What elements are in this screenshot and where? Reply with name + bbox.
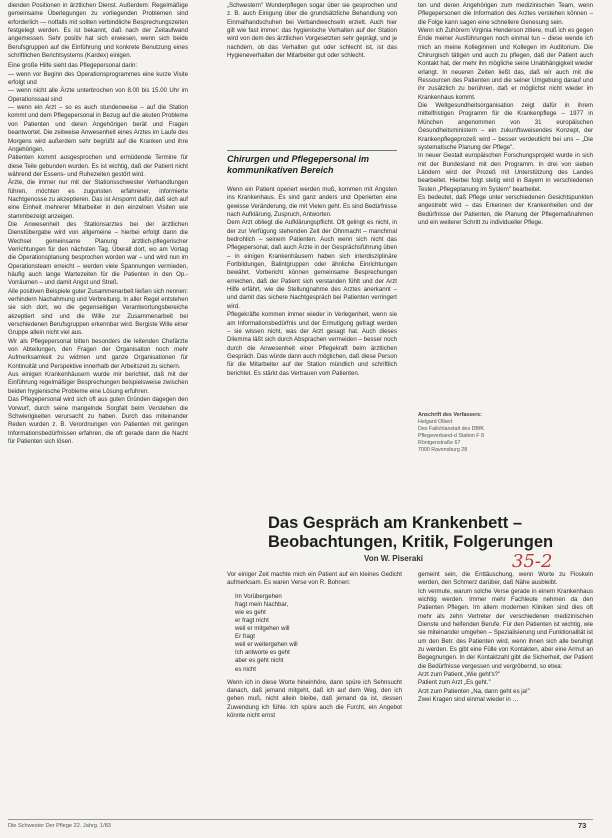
paragraph: gemeint sein, die Enttäuschung, wenn Worte zu Floskeln werden, den Schmerz darüber, daß Nähe ausbleibt. [418, 571, 593, 587]
paragraph: Wir als Pflegepersonal bitten besonders die leitenden Chefärzte von Abteilungen, den Fragen der Organisation noch mehr Aufmerksamkeit zu widmen und ganze Organisationen für Kontinuität und Perspektive innerhalb der Arbeitszeit zu sichern. [8, 337, 188, 370]
column-3 [418, 2, 593, 452]
paragraph: Pflegekräfte kommen immer wieder in Verlegenheit, wenn sie am Informationsbedürfnis und der Ermutigung gefragt werden – sie wissen nicht, was der Arzt gesagt hat. Auch dieses Dilemma läßt sich durch Absprachen vermeiden – besser noch durch die Anwesenheit einer Pflegekraft beim ärztlichen Gespräch. Das würde dann auch möglichen, daß diese Person für die Mitarbeiter auf der Station mündlich und schriftlich berichtet. Es stärkt das Vertrauen vom Patienten. [227, 311, 397, 377]
paragraph: Patienten kommt ausgesprochen und ermüdende Termine für diese Teile gebunden wurden. Es ist wichtig, daß der Patient nicht während der Essens- und Ruhezeiten gestört wird. [8, 154, 188, 178]
address-line: 7000 Ravensburg 28 [418, 447, 468, 453]
paragraph: Es bedeutet, daß Pflege unter verschiedenen Gesichtspunkten angestrebt wird – das Erkennen der Krankenheiten und der Bedürfnisse der Patienten, die Planung der Pflegemaßnahmen und ein weiterer Schritt zu individueller Pflege. [418, 193, 593, 226]
paragraph: Wenn ich in diese Worte hineinhöre, dann spüre ich Sehnsucht danach, daß jemand mitgeht, daß ich auf dem Weg, den ich gehen muß, nicht allein bleibe, daß jemand da ist, dessen Zuwendung ich fühle. Ich spüre auch die Furcht, ein Angebot könnte nicht ernst [227, 678, 402, 719]
paragraph: Das Pflegepersonal wird sich oft aus guten Gründen dagegen den Vorwurf, durch seine mangelnde Sorgfalt beim Verstehen die Schwierigkeiten verursacht zu haben. Durch das miteinander Reden wurden z. B. Verordnungen von Patienten mit geringen Informationsbedürfnissen erfahren, die oft gerade dann die Nacht für Patienten sich lösen. [8, 396, 188, 445]
title-line: Beobachtungen, Kritik, Folgerungen [268, 533, 554, 551]
paragraph: Eine große Hilfe sieht das Pflegepersonal darin: [8, 62, 138, 70]
paragraph: Dem Arzt obliegt die Aufklärungspflicht. Oft gelingt es nicht, in der zur Verfügung stehenden Zeit der Ohnmacht – manchmal bedrohlich – seinem Patienten. Auch wenn sich nicht das Pflegepersonal, daß auch Ärzte in der Gesprächsführung üben – in einigen Krankenhäusern haben sich interdisziplinäre Fortbildungen, Balintgruppen oder ähnliche Einrichtungen bewährt. Vorbericht können gemeinsame Besprechungen erreichen, daß der Patient sich verstanden fühlt und der Arzt Hilfe erfährt, wie die Stellungnahme des Arztes anerkannt – und damit das sichere Nachtgespräch bei Patienten verringert wird. [227, 219, 397, 310]
poem-line: wie es geht [235, 608, 266, 616]
handwritten-annotation: 35-2 [512, 551, 553, 572]
byline: Von W. Piseraki [364, 554, 423, 563]
poem-line: fragt mein Nachbar, [235, 600, 289, 608]
paragraph: Vor einiger Zeit machte mich ein Patient auf ein kleines Gedicht aufmerksam. Es waren Verse von R. Bohnen: [227, 571, 402, 587]
address-heading: Anschrift des Verfassers: [418, 412, 482, 418]
paragraph: Wenn ich Zuhörern Virginia Henderson zitiere, muß ich es gegen Ende meiner Ausführungen noch einmal tun – diese wende ich mich an meine Kolleginnen und Kollegen im Auditorium. Die Chirurgisch tätigen und auch zu pflegen, daß der Patient auch Kontakt hat, der mehr ihn mögliche seine Unabhängigkeit wieder erlangt. In neueren Zeiten ließt das, daß wir auch mit die Ressourcen des Patienten und die seiner Umgebung darauf und ihr zusätzlich zu berühren, daß er möglichst nicht wieder im Krankenhaus kommt. [418, 27, 593, 101]
author-address [418, 412, 568, 454]
address-line: Helgard Olbert [418, 419, 453, 425]
paragraph: Ärzte, die immer nur mit der Stationsschwester Verhandlungen führen, möchten es zugunsten erfahrener, informierte Nachtgenosse zu akzeptieren. Das ist Anspornt dafür, daß sich auf eine Einheit mehrerer Mitarbeiter in den einzelnen Visiten wie stammbezeigt anzeigen. [8, 179, 188, 220]
dialogue-line: Arzt zum Patienten „Na, dann geht es ja!" [418, 687, 530, 695]
column-4 [227, 571, 402, 821]
poem-line: weil er weitergehen will [235, 641, 298, 649]
dialogue-line: Arzt zum Patient „Wie geht's?" [418, 671, 501, 679]
poem-line: es nicht [235, 665, 257, 673]
paragraph: Wenn ein Patient operiert werden muß, kommen mit Ängsten ins Krankenhaus. Es sind ganz anders und Operierten eine gewisse Veränderung, die mit Vielen geht. Es sind Bedürfnisse nach Aufklärung, Zuspruch, Antworten. [227, 186, 397, 219]
poem-line: Im Vorübergehen [235, 592, 282, 600]
footer-rule [8, 819, 593, 820]
paragraph: Die Anwesenheit des Stationsarztes bei der ärztlichen Dienstübergabe wird von allgemeine – hierbei erfolgt dann die Wechsel gemeinsame Planung ärztlich-pflegerischer Verrichtungen für den nächsten Tag. Überall dort, wo am Vortag die Operationsplanung besprochen worden war – und wird nun im Operationsteam erreicht – werden viele Spannungen vermieden, häufig auch lange Wartezeiten für die Patienten in den Op.-Vorräumen – und damit Angst und Streß. [8, 220, 188, 287]
list-item: — wenn nicht alle Ärzte unterbrochen von 8.00 bis 15.00 Uhr im Operationssaal sind [8, 87, 188, 103]
paragraph: Alle positiven Beispiele guter Zusammenarbeit ließen sich nennen: verhindern Nachahmung und Verbreitung. In aller Regel entstehen sie sich dort, wo die gegenseitigen Verantwortungsbereiche akzeptiert sind und die Wille zur Zusammenarbeit bei verschiedenen Berufsgruppen erkennbar wird. Bergiste Wille einer Gruppe allein nicht viel aus. [8, 287, 188, 337]
paragraph: Aus einigen Krankenhäusern wurde mir berichtet, daß mit der Einführung regelmäßiger Besprechungen beispielsweise zwischen beiden hygienische Probleme eine Lösung erfuhren. [8, 371, 188, 395]
poem-line: Ich antworte es geht [235, 649, 290, 657]
poem-line: er fragt nicht [235, 616, 269, 624]
address-line: Des Fallohlanstalt des DBfK [418, 426, 484, 432]
paragraph: Ich vermute, warum solche Verse gerade in einem Krankenhaus wichtig werden. Immer mehr Fachleute nehmen da den Patienten Pflegen. Im allem modernen Kliniken sind dies oft mehr als zehn Vertreter der verschiedenen medizinischen Dienste und helfenden Berufe. Für den Patienten ist wichtig, wie sie miteinander umgehen – Spezialisierung und Funktionalität ist um den Betr. des Patienten wird, wenn ihnen sich alle beruhigt zu werden. Es gibt eine Fülle von Kontakten, aber eine Armut an Begegnungen. In der Kontaktzahl gibt die Sicherheit, der Patient die Bedürfnisse vergessen und vergröbernd, so etwa: [418, 587, 593, 670]
list-item: — wenn ein Arzt – so es auch stundenweise – auf die Station kommt und dem Pflegepersonal in Bezug auf die akuten Probleme von Patienten und deren Angehörigen berät und Fragen beantwortet. Die zeitweise Anwesenheit eines Arztes im Laufe des Morgens wird außerdem sehr begrüßt auf die Kranken und ihre Angehörigen. [8, 104, 188, 153]
paragraph: Die Weltgesundheitsorganisation zeigt dafür in ihrem mittelfristigen Programm für die Krankenpflege – 1977 in München angenommen von 31 europäischen Gesundheitsministern – ein zukunftsweisendes Konzept, der Krankenpflegeprozeß wird – besser verdeutlicht bei uns – „Die systematische Planung der Pflege". [418, 102, 593, 151]
poem-line: weil er mitgehen will [235, 625, 290, 633]
section-divider [227, 150, 397, 151]
column-5 [418, 571, 593, 821]
paragraph: In neuer Gestalt europäischen Forschungsprojekt wurde in sich mit der Bundesland mit den Programm. In drei von sieben Ländern wird der Prozeß mit Unterstützung des Landes bearbeitet. Hierbei folgt stetig wird in Bayern in verschiedenen Testen „Pflegeplanung im System" bearbeitet. [418, 152, 593, 193]
article-title [268, 514, 588, 552]
poem-line: aber es geht nicht [235, 657, 284, 665]
paragraph: dienden Positionen in ärztlichen Dienst. Außerdem: Regelmäßige gemeinsame Überlegungen zu vorliegenden Problemen sind erforderlich — notfalls mit sollten verbindliche Besprechungszeiten festgelegt werden. Es ist bekannt, daß nach der Zeitaufwand angemessen. Sehr positiv hat sich erwiesen, wenn sich beide Berufsgruppen auf die Einführung und konkrete Benutzung eines schriftlichen Berichtsystems (Kardex) einigen. [8, 2, 188, 60]
poem [235, 593, 402, 674]
paragraph: ten und deren Angehörigen zum medizinischen Team, wenn Pflegepersonen die Information des Arztes verstehen können – die Folge kann sagen eine schnellere Genesung sein. [418, 2, 593, 26]
paragraph: Zwei Kragen sind einmal wieder in … [418, 696, 519, 704]
list-item: — wenn vor Beginn des Operationsprogrammes eine kurze Visite erfolgt und [8, 70, 188, 87]
column-2-bottom [227, 186, 397, 461]
section-heading: Chirurgen und Pflegepersonal im kommunikativen Bereich [227, 154, 370, 175]
address-line: Röntgenstraße 67 [418, 440, 461, 446]
column-2-top [227, 2, 397, 152]
paragraph: „Schwestern" Wunderpflegen sogar über sie gesprochen und z. B. auch Einigung über die grundsätzliche Behandlung von Einmalhandschuhen bei Verbandwechseln erzielt. Auch hier gilt wie fast immer: das hygienische Verhalten auf der Station wird von dem des ärztlichen Vorgesetzten sehr geprägt, und je nachdem, ob das Verhalten gut oder schlecht ist, ist das Hygieneverhalten der Mitarbeiter gut oder schlecht. [227, 2, 397, 60]
address-line: Pflegeverband-d Station F 8 [418, 433, 484, 439]
page-number: 73 [578, 821, 587, 830]
dialogue-line: Patient zum Arzt „Es geht." [418, 679, 491, 687]
poem-line: Er fragt [235, 633, 255, 641]
journal-footer: Die Schwester Der Pflege 22. Jahrg. 1/83 [8, 823, 111, 829]
title-line: Das Gespräch am Krankenbett – [268, 514, 523, 532]
column-1 [8, 2, 188, 817]
